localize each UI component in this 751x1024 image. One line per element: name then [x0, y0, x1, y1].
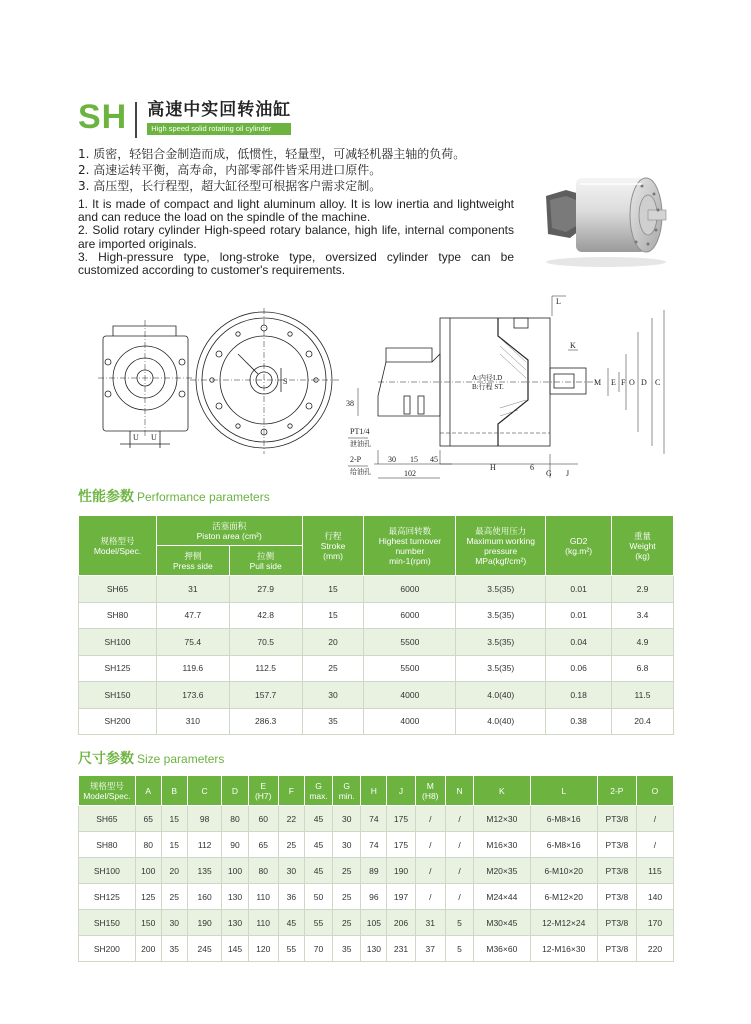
table-cell: 30	[333, 806, 361, 832]
table-cell: SH65	[79, 806, 136, 832]
table-cell: 119.6	[156, 655, 229, 682]
label-e: E	[611, 378, 616, 387]
table-cell: 45	[278, 910, 304, 936]
table-cell: 6-M10×20	[530, 858, 597, 884]
table-cell: /	[636, 806, 673, 832]
table-cell: 45	[304, 858, 332, 884]
table-cell: 231	[387, 936, 415, 962]
table-cell: 145	[222, 936, 248, 962]
table-cell: PT3/8	[597, 832, 636, 858]
table-cell: 160	[187, 884, 222, 910]
table-cell: 3.5(35)	[456, 655, 546, 682]
table-cell: 4.0(40)	[456, 708, 546, 735]
table-cell: 135	[187, 858, 222, 884]
table-cell: 35	[333, 936, 361, 962]
table-cell: 190	[387, 858, 415, 884]
table-cell: 4000	[364, 682, 456, 709]
table-cell: 6-M12×20	[530, 884, 597, 910]
size-section-title	[78, 748, 224, 768]
size-header-cell: 规格型号 Model/Spec.	[79, 776, 136, 806]
size-title-cn: 尺寸参数	[78, 751, 134, 767]
table-cell: 130	[361, 936, 387, 962]
table-cell: 3.5(35)	[456, 576, 546, 603]
size-header-cell: L	[530, 776, 597, 806]
table-cell: 286.3	[229, 708, 302, 735]
table-cell: 206	[387, 910, 415, 936]
table-cell: 65	[135, 806, 161, 832]
size-header-cell: H	[361, 776, 387, 806]
table-cell: /	[415, 858, 445, 884]
size-header-cell: A	[135, 776, 161, 806]
size-table	[78, 775, 674, 962]
table-cell: 130	[222, 884, 248, 910]
table-cell: 15	[302, 576, 364, 603]
table-cell: 98	[187, 806, 222, 832]
label-l: L	[556, 297, 561, 306]
label-h: H	[490, 463, 496, 472]
table-cell: 36	[278, 884, 304, 910]
size-header-cell: G min.	[333, 776, 361, 806]
label-pt14-cn: 泄油孔	[350, 440, 371, 448]
title-english: High speed solid rotating oil cylinder	[147, 123, 291, 135]
table-cell: 0.38	[546, 708, 612, 735]
table-cell: 35	[161, 936, 187, 962]
table-cell: /	[445, 806, 473, 832]
header-titles	[147, 100, 291, 135]
side-section-view	[378, 318, 598, 446]
table-cell: 25	[161, 884, 187, 910]
label-a: A:内径I.D	[472, 374, 503, 382]
table-cell: SH100	[79, 629, 157, 656]
table-cell: PT3/8	[597, 936, 636, 962]
label-6: 6	[530, 463, 534, 472]
label-15: 15	[410, 455, 418, 464]
table-cell: 30	[333, 832, 361, 858]
table-cell: 96	[361, 884, 387, 910]
label-2p: 2-P	[350, 455, 362, 464]
performance-title-cn: 性能参数	[78, 489, 134, 505]
table-cell: 5500	[364, 655, 456, 682]
small-end-view	[98, 320, 193, 448]
table-cell: 42.8	[229, 602, 302, 629]
table-cell: 12-M12×24	[530, 910, 597, 936]
table-cell: 15	[161, 806, 187, 832]
table-row	[79, 629, 674, 656]
table-cell: 6-M8×16	[530, 806, 597, 832]
table-cell: 3.4	[612, 602, 674, 629]
size-header-cell: B	[161, 776, 187, 806]
table-cell: 310	[156, 708, 229, 735]
header-divider	[135, 102, 137, 138]
table-cell: SH80	[79, 602, 157, 629]
table-cell: 15	[161, 832, 187, 858]
size-header-cell: G max.	[304, 776, 332, 806]
table-cell: SH200	[79, 936, 136, 962]
table-cell: 20	[302, 629, 364, 656]
title-chinese: 高速中实回转油缸	[147, 100, 292, 120]
feature-en-2: 2. Solid rotary cylinder High-speed rotary balance, high life, internal components are imported originals.	[78, 223, 514, 251]
table-cell: 11.5	[612, 682, 674, 709]
table-cell: 6000	[364, 576, 456, 603]
table-cell: 190	[187, 910, 222, 936]
size-header-cell: K	[474, 776, 530, 806]
table-cell: 80	[248, 858, 278, 884]
table-cell: 31	[415, 910, 445, 936]
table-cell: 25	[278, 832, 304, 858]
feature-cn-3: 3. 高压型，长行程型，超大缸径型可根据客户需求定制。	[78, 179, 382, 193]
page-header	[78, 100, 291, 138]
table-cell: PT3/8	[597, 858, 636, 884]
feature-en-3: 3. High-pressure type, long-stroke type, oversized cylinder type can be customized according to customer's requirements.	[78, 249, 514, 278]
table-row	[79, 884, 674, 910]
table-cell: SH80	[79, 832, 136, 858]
table-cell: 112.5	[229, 655, 302, 682]
table-cell: M30×45	[474, 910, 530, 936]
table-cell: SH200	[79, 708, 157, 735]
table-row	[79, 602, 674, 629]
label-u2: U	[151, 433, 157, 442]
table-cell: 0.04	[546, 629, 612, 656]
table-cell: 80	[135, 832, 161, 858]
table-row	[79, 708, 674, 735]
table-cell: 30	[278, 858, 304, 884]
table-cell: M20×35	[474, 858, 530, 884]
size-header-cell: N	[445, 776, 473, 806]
table-cell: PT3/8	[597, 884, 636, 910]
label-pt14: PT1/4	[350, 427, 370, 436]
table-cell: 130	[222, 910, 248, 936]
table-cell: 110	[248, 910, 278, 936]
table-cell: 100	[135, 858, 161, 884]
table-cell: 60	[248, 806, 278, 832]
table-cell: 30	[302, 682, 364, 709]
label-k: K	[570, 341, 576, 350]
table-cell: 89	[361, 858, 387, 884]
technical-drawing	[78, 288, 678, 484]
table-cell: 175	[387, 832, 415, 858]
table-cell: SH100	[79, 858, 136, 884]
table-cell: 5500	[364, 629, 456, 656]
table-cell: 27.9	[229, 576, 302, 603]
table-cell: 70	[304, 936, 332, 962]
size-header-cell: C	[187, 776, 222, 806]
feature-en-1: 1. It is made of compact and light aluminum alloy. It is low inertia and lightweight and can reduce the load on the spindle of the machine.	[78, 197, 514, 225]
size-header-cell: D	[222, 776, 248, 806]
table-cell: 0.01	[546, 602, 612, 629]
table-cell: SH125	[79, 884, 136, 910]
table-cell: 90	[222, 832, 248, 858]
table-cell: 35	[302, 708, 364, 735]
table-cell: 70.5	[229, 629, 302, 656]
table-cell: M24×44	[474, 884, 530, 910]
label-38: 38	[346, 399, 354, 408]
table-cell: 31	[156, 576, 229, 603]
table-cell: M16×30	[474, 832, 530, 858]
table-cell: 175	[387, 806, 415, 832]
table-cell: 25	[333, 858, 361, 884]
table-cell: 6000	[364, 602, 456, 629]
table-cell: 105	[361, 910, 387, 936]
label-102: 102	[404, 469, 416, 478]
table-cell: SH125	[79, 655, 157, 682]
header-speed: 最高回转数 Highest turnover number min-1(rpm)	[364, 516, 456, 576]
table-row	[79, 576, 674, 603]
label-j: J	[566, 469, 570, 478]
table-cell: 47.7	[156, 602, 229, 629]
label-d: D	[641, 378, 647, 387]
table-row	[79, 832, 674, 858]
label-c: C	[655, 378, 661, 387]
table-row	[79, 936, 674, 962]
performance-title-en: Performance parameters	[137, 490, 270, 504]
table-cell: SH65	[79, 576, 157, 603]
table-cell: 173.6	[156, 682, 229, 709]
table-cell: 150	[135, 910, 161, 936]
table-cell: 25	[302, 655, 364, 682]
face-view	[190, 308, 340, 454]
table-cell: 245	[187, 936, 222, 962]
table-cell: 220	[636, 936, 673, 962]
performance-section-title	[78, 486, 270, 506]
table-cell: 100	[222, 858, 248, 884]
table-cell: 5	[445, 936, 473, 962]
table-cell: /	[445, 858, 473, 884]
header-model: 规格型号 Model/Spec.	[79, 516, 157, 576]
table-cell: 140	[636, 884, 673, 910]
table-cell: 45	[304, 806, 332, 832]
product-photo	[536, 150, 676, 268]
table-cell: 75.4	[156, 629, 229, 656]
features-chinese	[78, 146, 518, 194]
table-cell: 22	[278, 806, 304, 832]
label-o: O	[629, 378, 635, 387]
table-cell: 4000	[364, 708, 456, 735]
table-cell: 25	[333, 884, 361, 910]
features-english	[78, 198, 514, 277]
header-press-side: 押侧 Press side	[156, 546, 229, 576]
label-u1: U	[133, 433, 139, 442]
table-cell: 2.9	[612, 576, 674, 603]
table-cell: /	[445, 884, 473, 910]
table-cell: 125	[135, 884, 161, 910]
label-s: S	[283, 377, 288, 386]
header-stroke: 行程 Stroke (mm)	[302, 516, 364, 576]
table-cell: 4.0(40)	[456, 682, 546, 709]
header-piston-area: 活塞面积 Piston area (cm²)	[156, 516, 302, 546]
table-cell: 12-M16×30	[530, 936, 597, 962]
table-cell: 0.18	[546, 682, 612, 709]
label-f: F	[621, 378, 626, 387]
size-header-cell: F	[278, 776, 304, 806]
table-cell: 6-M8×16	[530, 832, 597, 858]
table-cell: SH150	[79, 910, 136, 936]
table-row	[79, 682, 674, 709]
table-cell: 4.9	[612, 629, 674, 656]
table-cell: 170	[636, 910, 673, 936]
label-g: G	[546, 469, 552, 478]
label-b: B:行程 ST.	[472, 383, 504, 391]
header-pressure: 最高使用压力 Maximum working pressure MPa(kgf/cm²)	[456, 516, 546, 576]
table-cell: 200	[135, 936, 161, 962]
table-cell: 120	[248, 936, 278, 962]
label-30: 30	[388, 455, 396, 464]
table-cell: 37	[415, 936, 445, 962]
table-cell: PT3/8	[597, 910, 636, 936]
size-header-cell: J	[387, 776, 415, 806]
table-cell: 157.7	[229, 682, 302, 709]
table-cell: 25	[333, 910, 361, 936]
table-cell: /	[445, 832, 473, 858]
size-title-en: Size parameters	[137, 752, 225, 766]
table-cell: /	[636, 832, 673, 858]
table-cell: 55	[278, 936, 304, 962]
table-cell: 50	[304, 884, 332, 910]
table-cell: 110	[248, 884, 278, 910]
table-row	[79, 655, 674, 682]
table-row	[79, 806, 674, 832]
table-cell: 80	[222, 806, 248, 832]
table-cell: SH150	[79, 682, 157, 709]
table-cell: 6.8	[612, 655, 674, 682]
feature-cn-2: 2. 高速运转平衡，高寿命，内部零部件皆采用进口原件。	[78, 163, 382, 177]
table-cell: 3.5(35)	[456, 602, 546, 629]
table-cell: /	[415, 832, 445, 858]
size-header-cell: M (H8)	[415, 776, 445, 806]
table-cell: 0.06	[546, 655, 612, 682]
table-cell: PT3/8	[597, 806, 636, 832]
table-cell: 5	[445, 910, 473, 936]
performance-table	[78, 515, 674, 735]
size-header-cell: O	[636, 776, 673, 806]
table-cell: 197	[387, 884, 415, 910]
table-row	[79, 910, 674, 936]
table-cell: /	[415, 884, 445, 910]
table-cell: 45	[304, 832, 332, 858]
header-weight: 重量 Weight (kg)	[612, 516, 674, 576]
table-cell: M36×60	[474, 936, 530, 962]
table-row	[79, 858, 674, 884]
size-header-cell: 2-P	[597, 776, 636, 806]
table-cell: 15	[302, 602, 364, 629]
table-cell: 20.4	[612, 708, 674, 735]
table-cell: 74	[361, 832, 387, 858]
feature-cn-1: 1. 质密，轻铝合金制造而成，低惯性，轻量型，可减轻机器主轴的负荷。	[78, 147, 466, 161]
label-m: M	[594, 378, 602, 387]
header-gd2: GD2 (kg.m²)	[546, 516, 612, 576]
table-cell: 115	[636, 858, 673, 884]
label-45: 45	[430, 455, 438, 464]
size-header-cell: E (H7)	[248, 776, 278, 806]
table-cell: 20	[161, 858, 187, 884]
table-cell: 74	[361, 806, 387, 832]
table-cell: /	[415, 806, 445, 832]
table-cell: 30	[161, 910, 187, 936]
table-cell: M12×30	[474, 806, 530, 832]
product-code: SH	[78, 98, 128, 136]
label-2p-cn: 给油孔	[350, 468, 371, 476]
table-cell: 65	[248, 832, 278, 858]
header-pull-side: 拉侧 Pull side	[229, 546, 302, 576]
table-cell: 0.01	[546, 576, 612, 603]
table-cell: 112	[187, 832, 222, 858]
table-cell: 3.5(35)	[456, 629, 546, 656]
table-cell: 55	[304, 910, 332, 936]
